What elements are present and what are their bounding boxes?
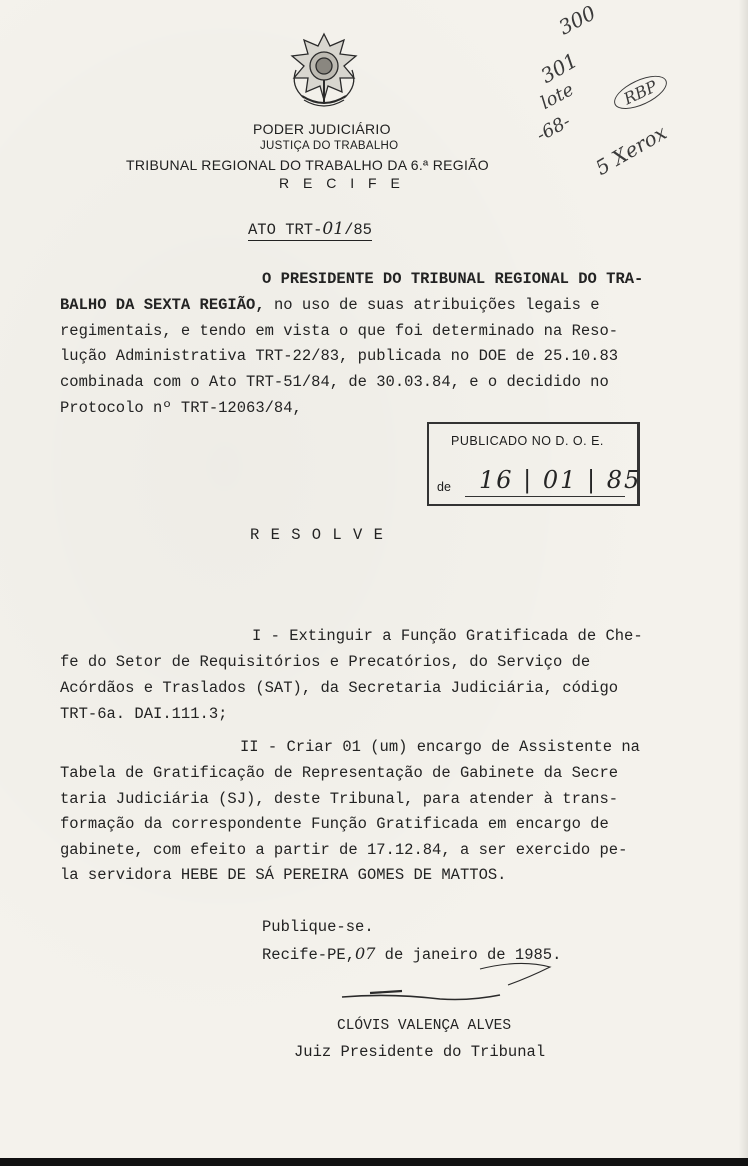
preamble-line-2-bold: BALHO DA SEXTA REGIÃO, <box>60 296 265 314</box>
preamble-line-3: regimentais, e tendo em vista o que foi determinado na Reso- <box>60 322 619 340</box>
title-number: 01 <box>322 219 345 239</box>
date-prefix: Recife-PE, <box>262 946 356 964</box>
margin-note-lote: lote <box>537 79 578 114</box>
margin-note-rbp: RBP <box>609 69 671 116</box>
date-suffix: de janeiro de 1985. <box>375 946 562 964</box>
title-prefix: ATO TRT- <box>248 221 323 239</box>
stamp-date-underline <box>465 496 625 497</box>
preamble-line-5: combinada com o Ato TRT-51/84, de 30.03.84, e o decidido no <box>60 373 609 391</box>
preamble-line-6: Protocolo nº TRT-12063/84, <box>60 399 302 417</box>
document-title <box>248 219 372 241</box>
stamp-de: de <box>437 480 451 494</box>
item1-line-3: Acórdãos e Traslados (SAT), da Secretaria Judiciária, código <box>60 679 619 697</box>
item2-line-3: taria Judiciária (SJ), deste Tribunal, para atender à trans- <box>60 790 619 808</box>
scan-bottom-edge <box>0 1158 748 1166</box>
signature-scrawl <box>330 955 570 1015</box>
item2-line-5: gabinete, com efeito a partir de 17.12.84, a ser exercido pe- <box>60 841 628 859</box>
header-line-poder: PODER JUDICIÁRIO <box>253 121 391 137</box>
publique-se: Publique-se. <box>262 918 374 936</box>
signer-name: CLÓVIS VALENÇA ALVES <box>337 1018 512 1034</box>
item2-line-4: formação da correspondente Função Gratificada em encargo de <box>60 815 609 833</box>
item1-line-2: fe do Setor de Requisitórios e Precatórios, do Serviço de <box>60 653 591 671</box>
coat-of-arms-emblem <box>282 30 366 114</box>
resolve-heading: R E S O L V E <box>250 526 384 544</box>
margin-note-xerox: 5 Xerox <box>591 120 671 180</box>
title-suffix: /85 <box>344 221 372 239</box>
date-day: 07 <box>355 944 376 963</box>
preamble-line-2 <box>60 296 600 314</box>
page-edge-shadow <box>738 0 748 1166</box>
item2-line-2: Tabela de Gratificação de Representação de Gabinete da Secre <box>60 764 619 782</box>
margin-note-68: -68- <box>533 110 574 147</box>
item2-line-6: la servidora HEBE DE SÁ PEREIRA GOMES DE MATTOS. <box>60 866 507 884</box>
stamp-date: 16 | 01 | 85 <box>479 466 642 494</box>
preamble-line-4: lução Administrativa TRT-22/83, publicada no DOE de 25.10.83 <box>60 347 619 365</box>
item1-line-1: I - Extinguir a Função Gratificada de Che- <box>252 627 643 645</box>
publication-stamp <box>427 422 640 506</box>
margin-note-301: 301 <box>536 48 582 88</box>
header-line-tribunal: TRIBUNAL REGIONAL DO TRABALHO DA 6.ª REGIÃO <box>126 157 489 173</box>
header-line-justica: JUSTIÇA DO TRABALHO <box>260 140 399 152</box>
preamble-line-1: O PRESIDENTE DO TRIBUNAL REGIONAL DO TRA- <box>262 270 644 288</box>
preamble-line-2-rest: no uso de suas atribuições legais e <box>264 296 600 314</box>
item2-line-1: II - Criar 01 (um) encargo de Assistente na <box>240 738 640 756</box>
signer-title: Juiz Presidente do Tribunal <box>294 1043 546 1061</box>
item1-line-4: TRT-6a. DAI.111.3; <box>60 705 228 723</box>
margin-note-300: 300 <box>554 0 600 40</box>
stamp-label: PUBLICADO NO D. O. E. <box>451 434 604 448</box>
header-line-recife: R E C I F E <box>279 175 405 191</box>
